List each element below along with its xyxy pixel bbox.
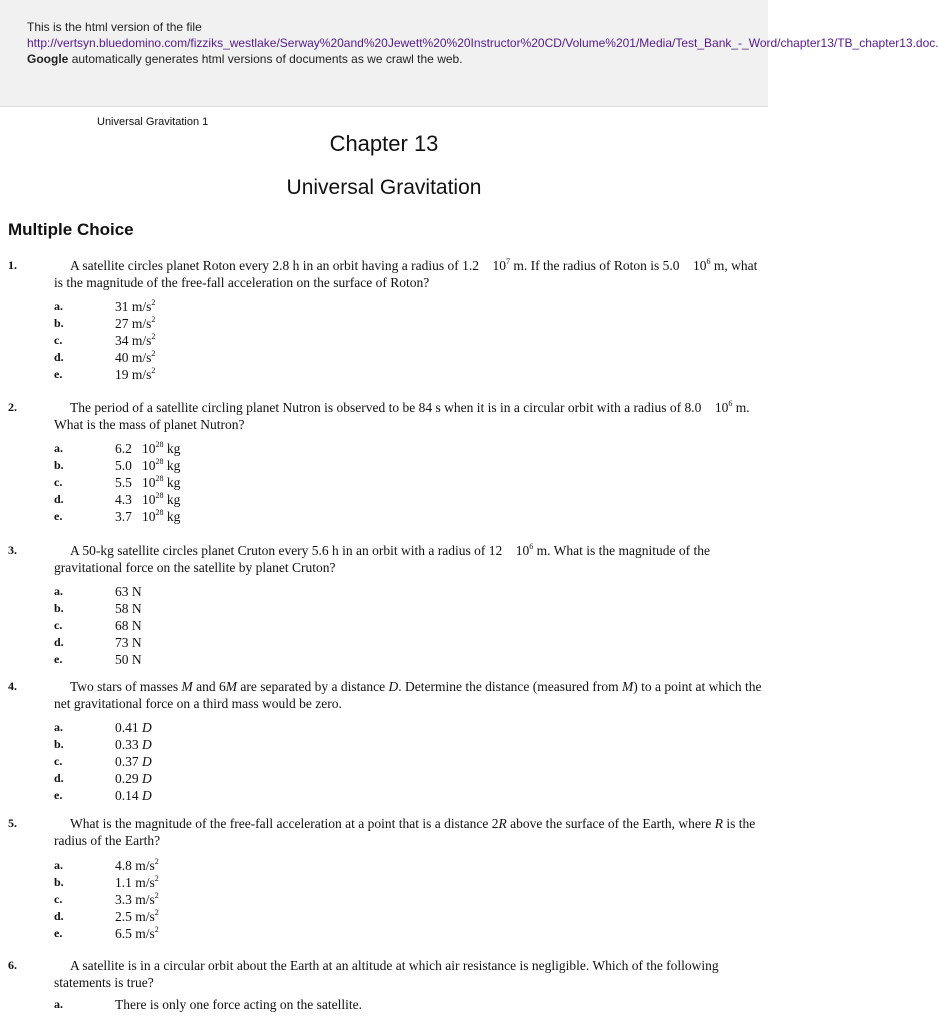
option-value: 4.3 $10^{28}$ kg bbox=[115, 491, 181, 507]
answer-option bbox=[0, 719, 400, 736]
option-value: 5.5 $10^{28}$ kg bbox=[115, 474, 181, 490]
answer-option bbox=[0, 617, 400, 634]
option-label: d. bbox=[54, 350, 64, 364]
answer-option bbox=[0, 634, 400, 651]
answer-options bbox=[0, 583, 400, 668]
option-label: d. bbox=[54, 771, 64, 785]
option-value: 63 N bbox=[115, 584, 142, 599]
option-label: a. bbox=[54, 720, 63, 734]
answer-option bbox=[0, 857, 400, 874]
question-text: Two stars of masses M and 6M are separated by a distance D. Determine the distance (measured from M) to a point at which the net gravitational force on a third mass would be zero. bbox=[54, 679, 762, 711]
option-value: 0.37 D bbox=[115, 754, 152, 769]
option-label: b. bbox=[54, 875, 64, 889]
option-label: e. bbox=[54, 926, 63, 940]
answer-option bbox=[0, 332, 400, 349]
answer-options bbox=[0, 719, 400, 804]
option-label: a. bbox=[54, 858, 63, 872]
option-label: d. bbox=[54, 492, 64, 506]
option-value: 19 $m/s^2$ bbox=[115, 366, 156, 382]
answer-option bbox=[0, 366, 400, 383]
question-number: 6. bbox=[8, 958, 17, 972]
question-text: A 50-kg satellite circles planet Cruton every 5.6 h in an orbit with a radius of 12 $10^6$ m. What is the magnitude of the gravitational force on the satellite by planet Cruton? bbox=[54, 542, 710, 575]
option-value: 68 N bbox=[115, 618, 142, 633]
option-label: a. bbox=[54, 299, 63, 313]
option-label: c. bbox=[54, 475, 63, 489]
option-value: There is only one force acting on the satellite. bbox=[115, 997, 363, 1012]
question-number: 5. bbox=[8, 816, 17, 830]
answer-option bbox=[0, 787, 400, 804]
question-text: A satellite circles planet Roton every 2.8 h in an orbit having a radius of 1.2 $10^7$ m. If the radius of Roton is 5.0 $10^6$ m, what is the magnitude of the free-fall acceleration on the surface of Roton? bbox=[54, 257, 758, 290]
answer-option bbox=[0, 753, 400, 770]
option-value: 0.14 D bbox=[115, 788, 152, 803]
option-value: 1.1 $m/s^2$ bbox=[115, 874, 159, 890]
answer-option bbox=[0, 583, 400, 600]
source-file-link[interactable]: http://vertsyn.bluedomino.com/fizziks_westlake/Serway%20and%20Jewett%20%20Instructor%20CD/Volume%201/Media/Test_Bank_-_Word/chapter13/TB_chapter13.doc. bbox=[27, 36, 939, 50]
question-text: The period of a satellite circling planet Nutron is observed to be 84 s when it is in a circular orbit with a radius of 8.0 $10^6$ m. What is the mass of planet Nutron? bbox=[54, 399, 750, 432]
option-label: d. bbox=[54, 635, 64, 649]
answer-option bbox=[0, 908, 400, 925]
answer-option bbox=[0, 491, 400, 508]
option-value: 0.33 D bbox=[115, 737, 152, 752]
answer-option bbox=[0, 600, 400, 617]
option-label: e. bbox=[54, 367, 63, 381]
banner-line3 bbox=[27, 51, 768, 67]
question-number: 3. bbox=[8, 543, 17, 557]
option-value: 6.5 $m/s^2$ bbox=[115, 925, 159, 941]
answer-option bbox=[0, 925, 400, 942]
answer-option bbox=[0, 891, 400, 908]
question-text: What is the magnitude of the free-fall acceleration at a point that is a distance 2R above the surface of the Earth, where R is the radius of the Earth? bbox=[54, 816, 756, 848]
answer-option bbox=[0, 474, 400, 491]
option-value: 50 N bbox=[115, 652, 142, 667]
running-header: Universal Gravitation 1 bbox=[97, 116, 209, 128]
option-label: d. bbox=[54, 909, 64, 923]
option-label: e. bbox=[54, 788, 63, 802]
option-label: e. bbox=[54, 509, 63, 523]
answer-option bbox=[0, 736, 400, 753]
option-label: b. bbox=[54, 458, 64, 472]
option-value: 58 N bbox=[115, 601, 142, 616]
option-value: 3.7 $10^{28}$ kg bbox=[115, 508, 181, 524]
chapter-heading: Chapter 13 bbox=[329, 131, 439, 156]
option-value: 2.5 $m/s^2$ bbox=[115, 908, 159, 924]
answer-option bbox=[0, 440, 400, 457]
answer-options bbox=[0, 298, 400, 383]
option-value: 27 $m/s^2$ bbox=[115, 315, 156, 331]
option-label: c. bbox=[54, 892, 63, 906]
question-text: A satellite is in a circular orbit about the Earth at an altitude at which air resistance is negligible. Which of the following statements is true? bbox=[54, 958, 719, 990]
answer-options bbox=[0, 996, 400, 1013]
answer-option bbox=[0, 508, 400, 525]
option-value: 3.3 $m/s^2$ bbox=[115, 891, 159, 907]
answer-option bbox=[0, 457, 400, 474]
question-number: 1. bbox=[8, 258, 17, 272]
answer-options bbox=[0, 857, 400, 942]
option-value: 5.0 $10^{28}$ kg bbox=[115, 457, 181, 473]
option-label: e. bbox=[54, 652, 63, 666]
option-label: c. bbox=[54, 333, 63, 347]
answer-options bbox=[0, 440, 400, 525]
option-label: c. bbox=[54, 754, 63, 768]
section-heading: Multiple Choice bbox=[8, 220, 134, 239]
option-label: a. bbox=[54, 997, 63, 1011]
chapter-title: Universal Gravitation bbox=[286, 176, 482, 199]
question-number: 4. bbox=[8, 679, 17, 693]
option-label: b. bbox=[54, 316, 64, 330]
answer-option bbox=[0, 315, 400, 332]
answer-option bbox=[0, 996, 400, 1013]
option-label: b. bbox=[54, 601, 64, 615]
option-value: 34 $m/s^2$ bbox=[115, 332, 156, 348]
answer-option bbox=[0, 349, 400, 366]
option-value: 4.8 $m/s^2$ bbox=[115, 857, 159, 873]
question-number: 2. bbox=[8, 400, 17, 414]
option-label: c. bbox=[54, 618, 63, 632]
option-label: a. bbox=[54, 584, 63, 598]
google-brand: Google bbox=[27, 52, 69, 66]
banner-line1: This is the html version of the file bbox=[27, 20, 202, 34]
option-label: a. bbox=[54, 441, 63, 455]
answer-option bbox=[0, 770, 400, 787]
answer-option bbox=[0, 874, 400, 891]
option-label: b. bbox=[54, 737, 64, 751]
option-value: 6.2 $10^{28}$ kg bbox=[115, 440, 181, 456]
option-value: 73 N bbox=[115, 635, 142, 650]
option-value: 0.41 D bbox=[115, 720, 152, 735]
cache-banner bbox=[0, 0, 939, 107]
option-value: 40 $m/s^2$ bbox=[115, 349, 156, 365]
answer-option bbox=[0, 298, 400, 315]
option-value: 0.29 D bbox=[115, 771, 152, 786]
banner-line3-text: automatically generates html versions of documents as we crawl the web. bbox=[71, 52, 463, 66]
answer-option bbox=[0, 651, 400, 668]
option-value: 31 $m/s^2$ bbox=[115, 298, 156, 314]
